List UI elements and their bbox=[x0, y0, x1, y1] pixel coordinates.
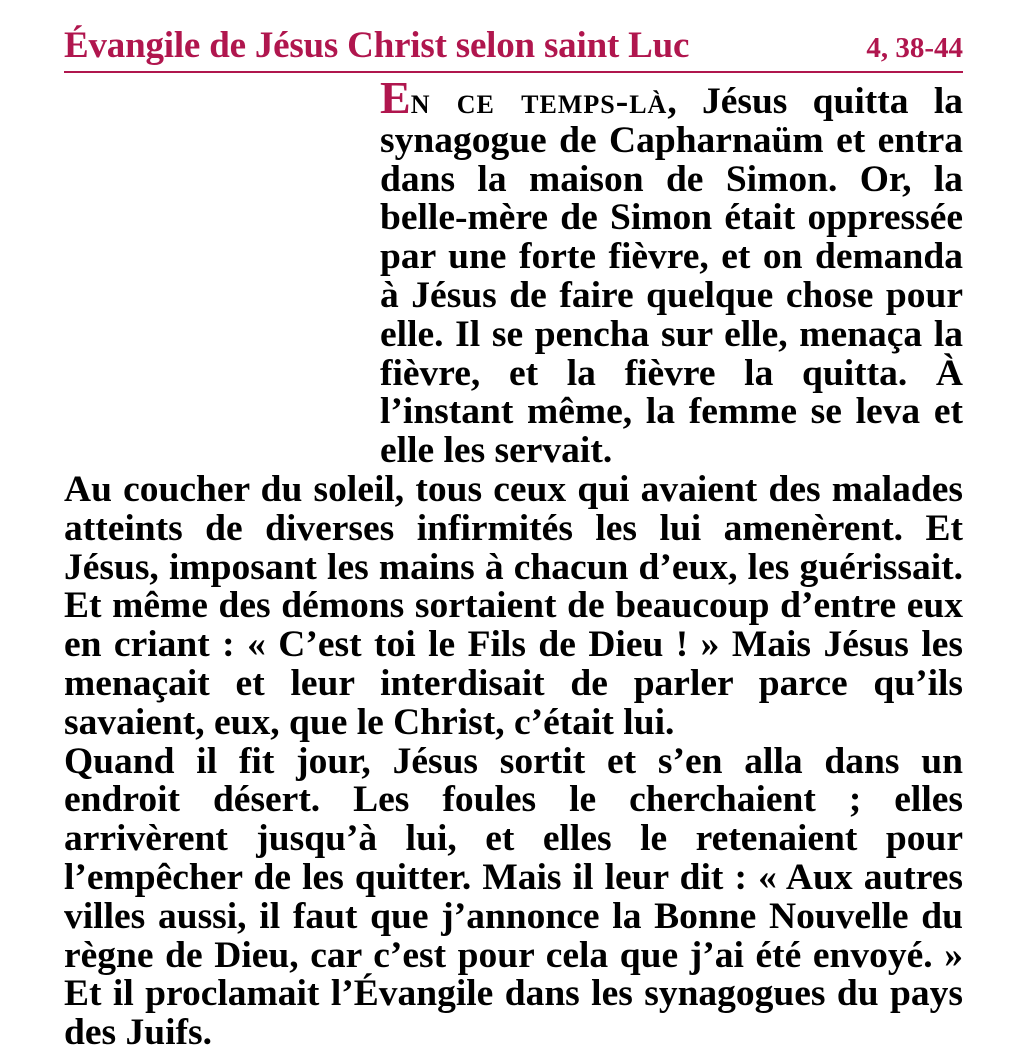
reading-title: Évangile de Jésus Christ selon saint Luc bbox=[64, 25, 690, 66]
reading-header bbox=[64, 0, 963, 73]
paragraph-1-text: , Jésus quitta la synagogue de Capharnaüm et entra dans la maison de Simon. Or, la belle-mère de Simon était oppressée par une forte fièvre, et on demanda à Jésus de faire quelque chose pour elle. Il se pencha sur elle, menaça la fièvre, et la fièvre la quitta. À l’instant même, la femme se leva et elle les servait. bbox=[380, 81, 963, 472]
opening-small-caps: n ce temps-là bbox=[410, 81, 668, 122]
drop-cap-initial: E bbox=[380, 72, 411, 123]
reading-body bbox=[64, 72, 963, 1053]
scripture-reference: 4, 38-44 bbox=[866, 32, 963, 64]
paragraph-3: Quand il fit jour, Jésus sortit et s’en alla dans un endroit désert. Les foules le cherchaient ; elles arrivèrent jusqu’à lui, et elles le retenaient pour l’empêcher de les quitter. Mais il leur dit : « Aux autres villes aussi, il faut que j’annonce la Bonne Nouvelle du règne de Dieu, car c’est pour cela que j’ai été envoyé. » Et il proclamait l’Évangile dans les synagogues du pays des Juifs. bbox=[64, 740, 963, 1053]
gospel-reading bbox=[64, 0, 963, 1053]
paragraph-2: Au coucher du soleil, tous ceux qui avaient des malades atteints de diverses infirmités les lui amenèrent. Et Jésus, imposant les mains à chacun d’eux, les guérissait. Et même des démons sortaient de beaucoup d’entre eux en criant : « C’est toi le Fils de Dieu ! » Mais Jésus les menaçait et leur interdisait de parler parce qu’ils savaient, eux, que le Christ, c’était lui. bbox=[64, 468, 963, 743]
paragraph-1 bbox=[64, 72, 963, 472]
